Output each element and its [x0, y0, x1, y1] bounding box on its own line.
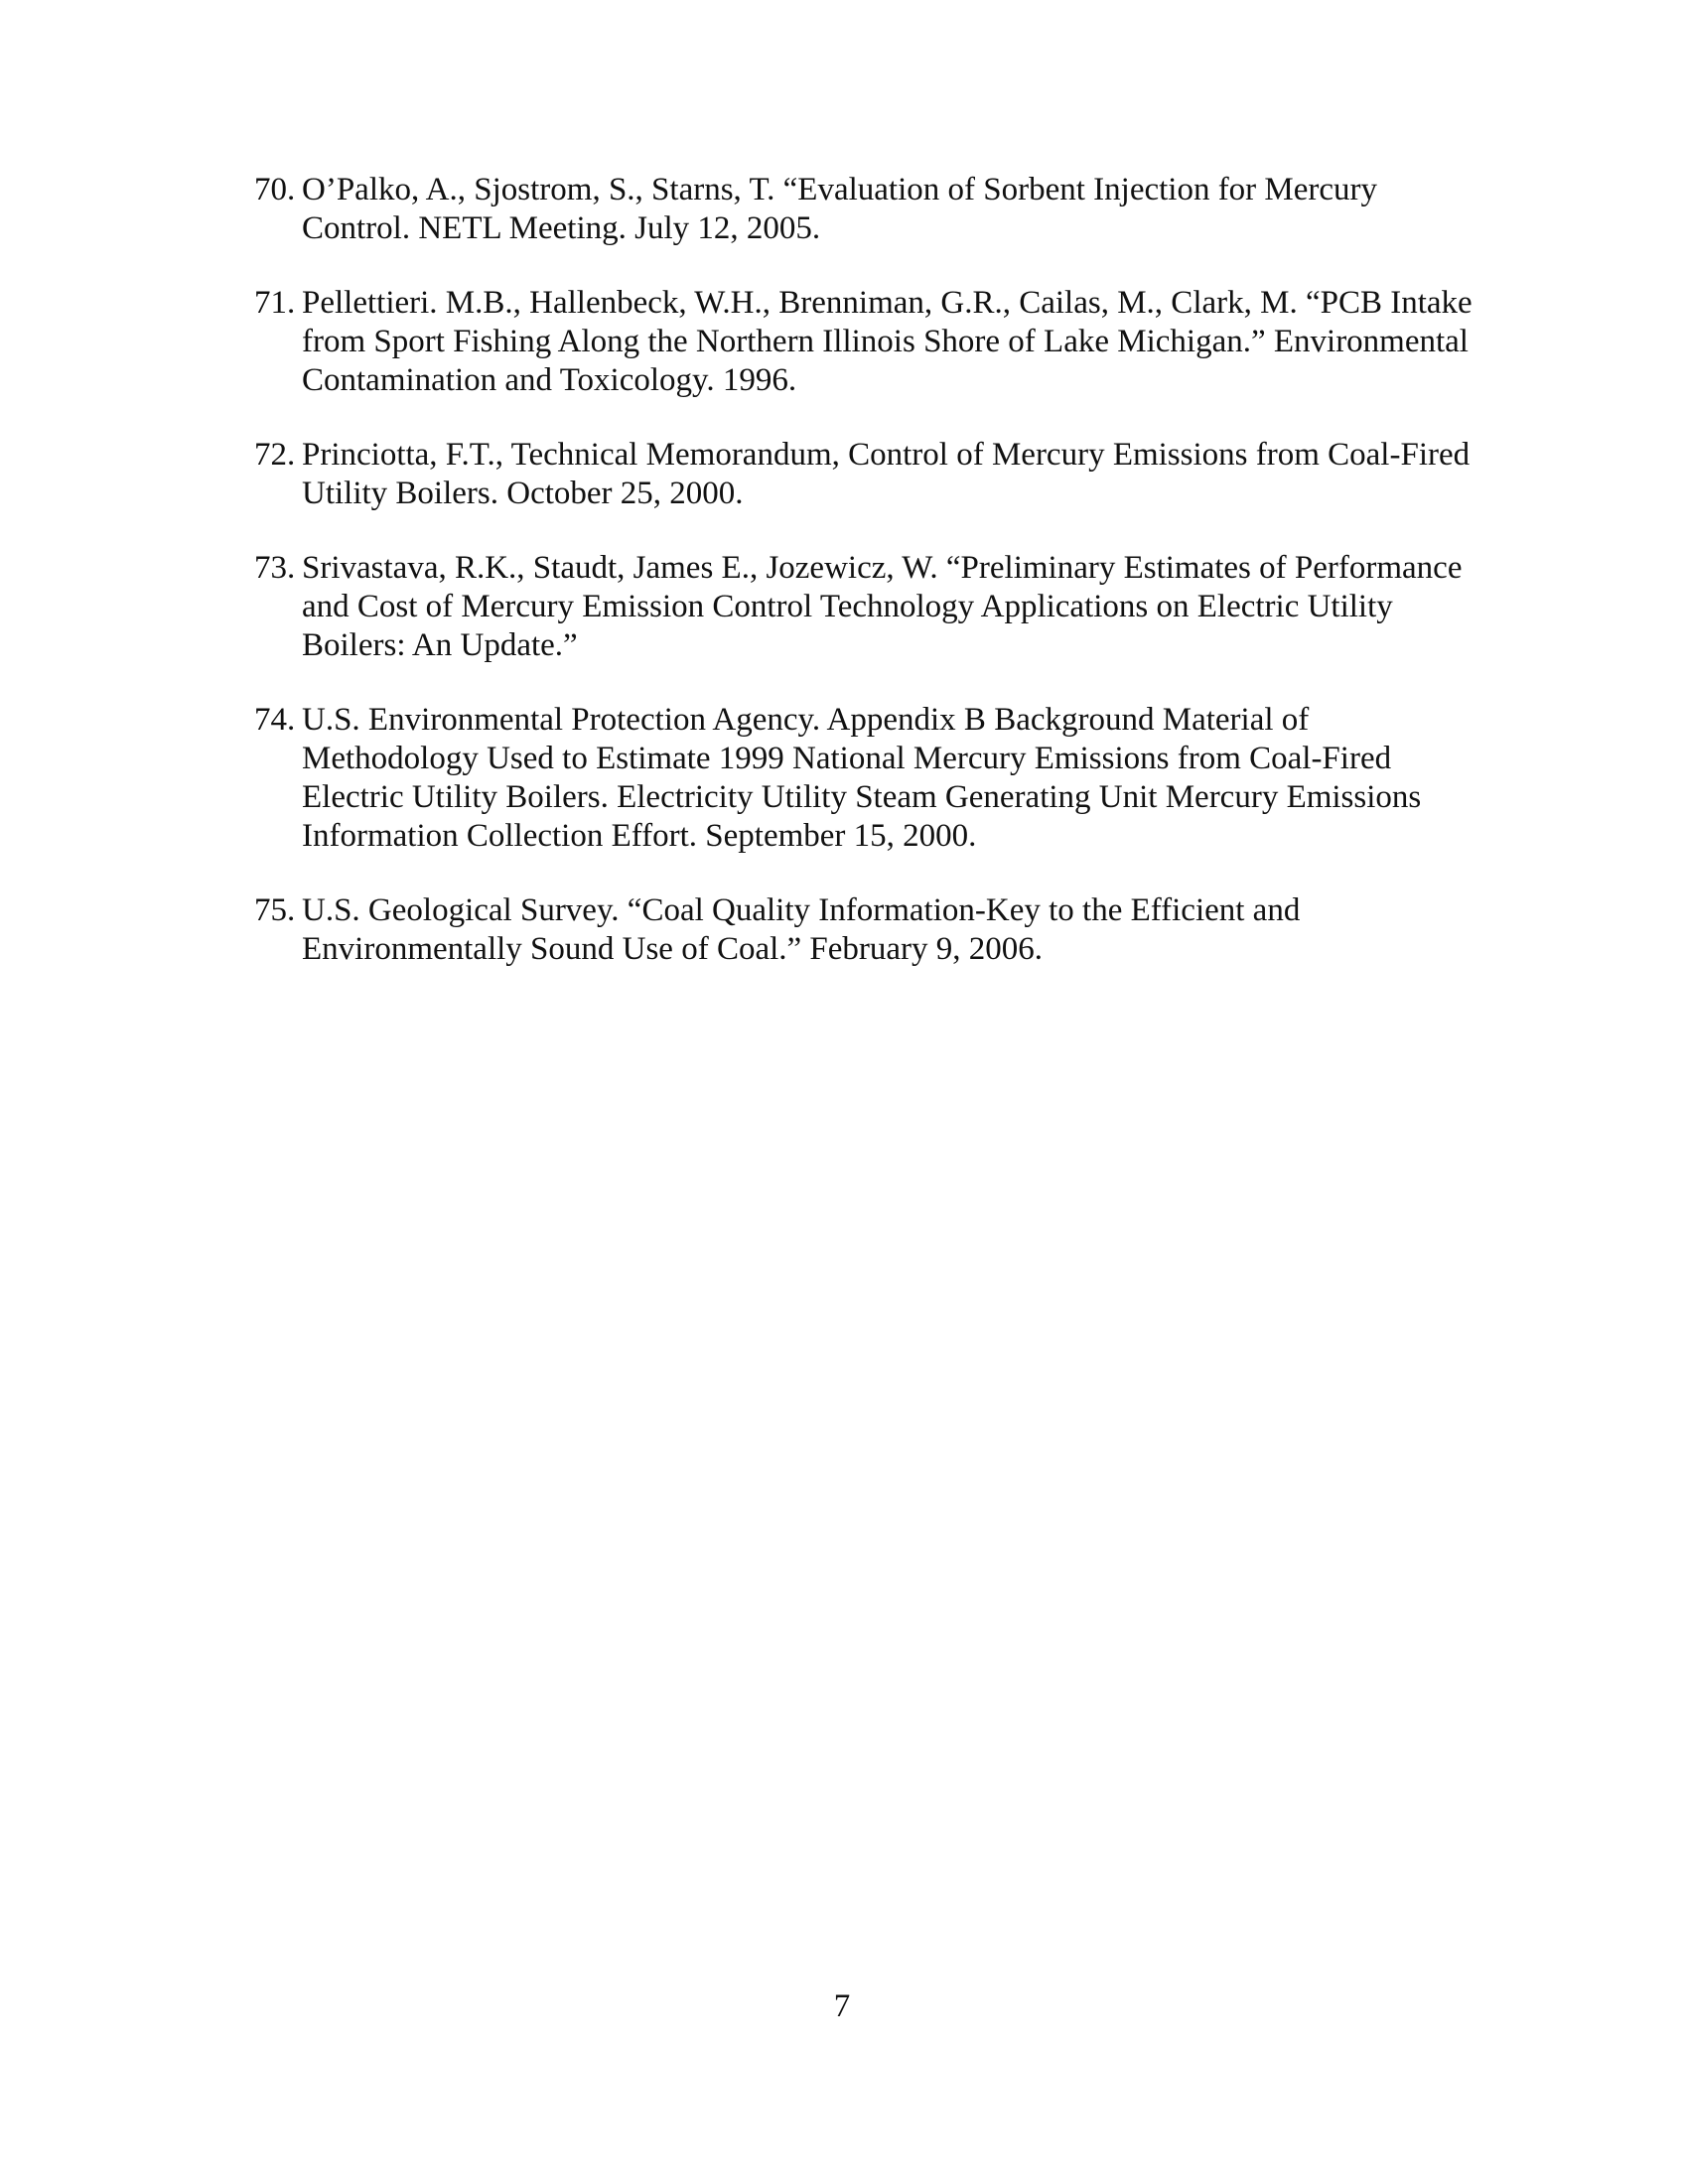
reference-item-71 — [0, 284, 1489, 400]
reference-number: 74. — [254, 702, 296, 738]
reference-number: 72. — [254, 437, 296, 473]
reference-number: 75. — [254, 892, 296, 928]
reference-text: U.S. Geological Survey. “Coal Quality Information-Key to the Efficient and Environmentally Sound Use of Coal.” February 9, 2006. — [302, 892, 1301, 967]
reference-text: Pellettieri. M.B., Hallenbeck, W.H., Brenniman, G.R., Cailas, M., Clark, M. “PCB Intake from Sport Fishing Along the Northern Illinois Shore of Lake Michigan.” Environmental Contamination and Toxicology. 1996. — [302, 285, 1473, 398]
reference-item-72 — [0, 436, 1489, 513]
reference-item-70 — [0, 171, 1489, 248]
reference-list — [0, 171, 1684, 1005]
reference-item-75 — [0, 891, 1489, 969]
reference-item-73 — [0, 549, 1489, 665]
page-number: 7 — [833, 1988, 851, 2024]
reference-number: 70. — [254, 172, 296, 207]
reference-number: 71. — [254, 285, 296, 321]
reference-text: U.S. Environmental Protection Agency. Appendix B Background Material of Methodology Used to Estimate 1999 National Mercury Emissions from Coal-Fired Electric Utility Boilers. Electricity Utility Steam Generating Unit Mercury Emissions Information Collection Effort. September 15, 2000. — [302, 702, 1422, 854]
reference-text: O’Palko, A., Sjostrom, S., Starns, T. “Evaluation of Sorbent Injection for Mercury Control. NETL Meeting. July 12, 2005. — [302, 172, 1378, 246]
reference-text: Srivastava, R.K., Staudt, James E., Jozewicz, W. “Preliminary Estimates of Performance and Cost of Mercury Emission Control Technology Applications on Electric Utility Boilers: An Update.” — [302, 550, 1463, 663]
reference-text: Princiotta, F.T., Technical Memorandum, Control of Mercury Emissions from Coal-Fired Utility Boilers. October 25, 2000. — [302, 437, 1471, 511]
reference-number: 73. — [254, 550, 296, 586]
reference-item-74 — [0, 701, 1489, 856]
